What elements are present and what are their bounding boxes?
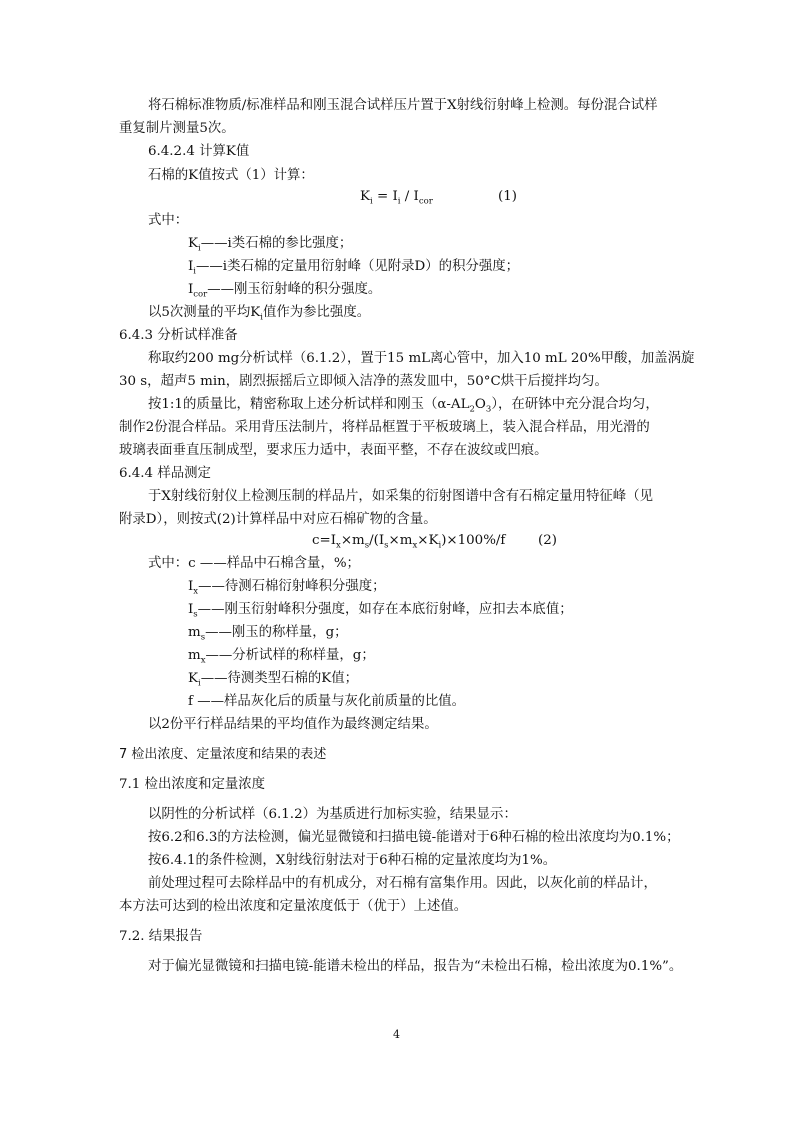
- body-line: 式中：: [148, 213, 189, 228]
- body-line: 玻璃表面垂直压制成型，要求压力适中，表面平整，不存在波纹或凹痕。: [119, 443, 548, 458]
- definition: $K_i——$待测类型石棉的K值；: [188, 671, 359, 689]
- body-line: 称取约200 mg分析试样（6.1.2），置于15 mL离心管中，加入10 mL 20%甲酸，加盖涡旋: [148, 351, 695, 366]
- body-line: 以5次测量的平均$K_i$值作为参比强度。: [148, 305, 371, 323]
- body-line: 附录D），则按式(2)计算样品中对应石棉矿物的含量。: [119, 512, 437, 527]
- equation-1-number: (1): [498, 189, 517, 204]
- body-line: 按6.4.1的条件检测，X射线衍射法对于6种石棉的定量浓度均为1%。: [148, 853, 557, 868]
- definition: $I_x——$待测石棉衍射峰积分强度；: [188, 579, 386, 597]
- section-heading: 7.1 检出浓度和定量浓度: [119, 777, 266, 792]
- body-line: 按1:1的质量比，精密称取上述分析试样和刚玉$(\alpha-AL_2O_3)$，在研钵中充分混合均匀，: [148, 397, 659, 415]
- chapter-heading: 7 检出浓度、定量浓度和结果的表述: [119, 747, 327, 762]
- body-line: 将石棉标准物质/标准样品和刚玉混合试样压片置于X射线衍射峰上检测。每份混合试样: [148, 98, 658, 113]
- body-line: 对于偏光显微镜和扫描电镜-能谱未检出的样品，报告为“未检出石棉，检出浓度为0.1%”。: [148, 959, 683, 974]
- equation-2-number: (2): [538, 533, 557, 548]
- definition: $m_s——$刚玉的称样量，g；: [188, 625, 348, 643]
- equation-1: $K_i = I_i / I_{cor}$: [360, 189, 433, 207]
- body-line: 按6.2和6.3的方法检测，偏光显微镜和扫描电镜-能谱对于6种石棉的检出浓度均为0.1%；: [148, 830, 680, 845]
- section-heading: 7.2. 结果报告: [119, 929, 203, 944]
- definition: $I_{cor}——$刚玉衍射峰的积分强度。: [188, 282, 382, 300]
- section-heading: 6.4.3 分析试样准备: [119, 328, 238, 343]
- definition: $m_x——$分析试样的称样量，g；: [188, 648, 375, 666]
- body-line: 于X射线衍射仪上检测压制的样品片，如采集的衍射图谱中含有石棉定量用特征峰（见: [148, 489, 653, 504]
- body-line: 重复制片测量5次。: [119, 121, 235, 136]
- equation-2: $c=I_x\times m_s/(I_s\times m_x\times K_i)\times 100\%/f$: [312, 533, 506, 551]
- definition: f ——样品灰化后的质量与灰化前质量的比值。: [188, 694, 466, 709]
- body-line: 式中：c ——样品中石棉含量，%；: [148, 556, 360, 571]
- section-heading: 6.4.2.4 计算K值: [148, 144, 250, 159]
- body-line: 本方法可达到的检出浓度和定量浓度低于（优于）上述值。: [119, 899, 468, 914]
- definition: $I_i——i$类石棉的定量用衍射峰（见附录D）的积分强度；: [188, 259, 520, 277]
- definition: $K_i——i$类石棉的参比强度；: [188, 236, 353, 254]
- body-line: 石棉的K值按式（1）计算：: [148, 168, 314, 183]
- page-number: 4: [393, 1028, 400, 1041]
- body-line: 制作2份混合样品。采用背压法制片，将样品框置于平板玻璃上，装入混合样品，用光滑的: [119, 420, 650, 435]
- body-line: 30 s，超声5 min，剧烈振摇后立即倾入洁净的蒸发皿中，50°C烘干后搅拌均匀。: [119, 374, 608, 389]
- body-line: 以2份平行样品结果的平均值作为最终测定结果。: [148, 717, 438, 732]
- section-heading: 6.4.4 样品测定: [119, 466, 211, 481]
- definition: $I_s——$刚玉衍射峰积分强度，如存在本底衍射峰，应扣去本底值；: [188, 602, 573, 620]
- body-line: 以阴性的分析试样（6.1.2）为基质进行加标实验，结果显示：: [148, 807, 517, 822]
- body-line: 前处理过程可去除样品中的有机成分，对石棉有富集作用。因此，以灰化前的样品计，: [148, 876, 657, 891]
